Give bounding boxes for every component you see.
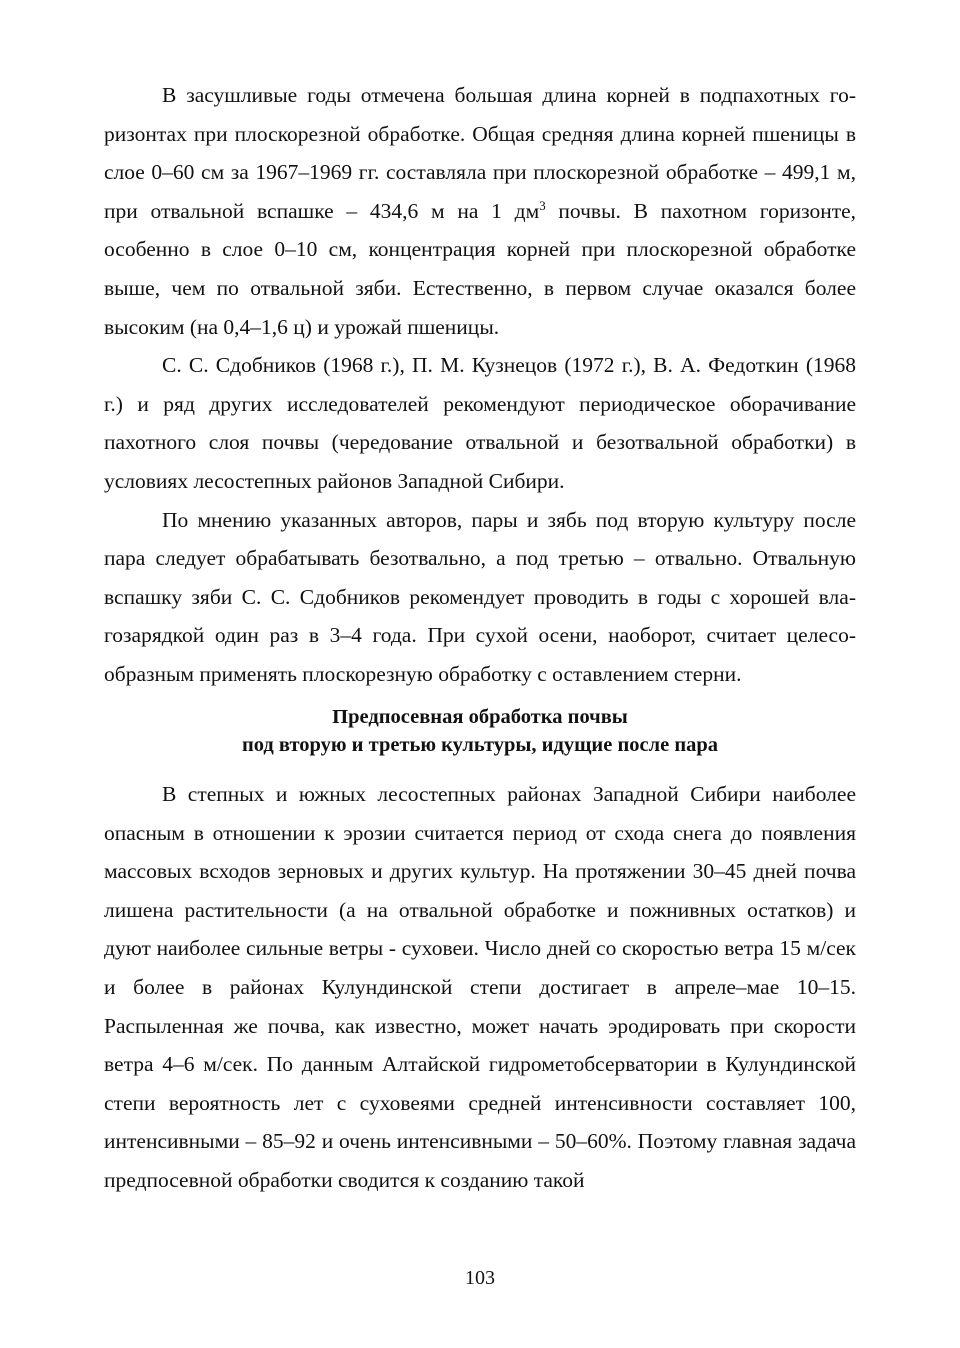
section-heading-line-2: под вторую и третью культуры, идущие после пара (241, 734, 719, 756)
paragraph-researchers: С. С. Сдобников (1968 г.), П. М. Кузнецов (1972 г.), В. А. Федоткин (1968 г.) и ряд других исследователей рекомендуют периодическое оборачивание пахотного слоя почвы (чередование отвальной и безотвальной обработки) в условиях лесостепных районов Западной Сибири. (104, 353, 856, 493)
section-heading (104, 703, 856, 759)
paragraph-text-continued: почвы. В пахотном горизонте, особенно в слое 0–10 см, концентрация корней при плоскорезной обработке выше, чем по отвальной зяби. Естественно, в первом случае оказался более высоким (на 0,4–1,6 ц) и урожай пшеницы. (104, 198, 857, 339)
section-heading-line-1: Предпосевная обработка почвы (332, 706, 628, 728)
paragraph-root-length (104, 76, 856, 346)
paragraph-erosion-period: В степных и южных лесостепных районах Западной Сибири наиболее опасным в отношении к эрозии считается период от схода снега до появления массовых всходов зерновых и других культур. На протяжении 30–45 дней почва лишена растительности (а на отвальной обработке и пожнивных остатков) и дуют наиболее сильные ветры - суховеи. Число дней со скоростью ветра 15 м/сек и более в районах Кулундинской степи достигает в апреле–мае 10–15. Распыленная же почва, как известно, может начать эродировать при скорости ветра 4–6 м/сек. По данным Алтайской гидрометобсерватории в Кулундинской степи вероятность лет с суховеями средней интенсивности составляет 100, интенсивными – 85–92 и очень интенсивными – 50–60%. Поэтому главная задача предпосевной обработки сводится к созданию такой (104, 782, 856, 1192)
paragraph-text: В засушливые годы отмечена большая длина корней в подпахотных горизонтах при плоскорезной обработке. Общая средняя длина корней пшеницы в слое 0–60 см за 1967–1969 гг. составляла при плоскорезной обработке – 499,1 м, при отвальной вспашке – 434,6 м на 1 дм (104, 83, 856, 223)
superscript-cube: 3 (539, 198, 546, 213)
paragraph-authors-opinion: По мнению указанных авторов, пары и зябь под вторую культуру после пара следует обрабатывать безотвально, а под третью – отвально. Отвальную вспашку зяби С. С. Сдобников рекомендует проводить в годы с хорошей влагозарядкой один раз в 3–4 года. При сухой осени, наоборот, считает целесообразным применять плоскорезную обработку с оставлением стерни. (104, 507, 856, 686)
body-text-top (104, 76, 856, 694)
page-number: 103 (465, 1267, 495, 1289)
body-text-bottom (104, 775, 856, 1200)
